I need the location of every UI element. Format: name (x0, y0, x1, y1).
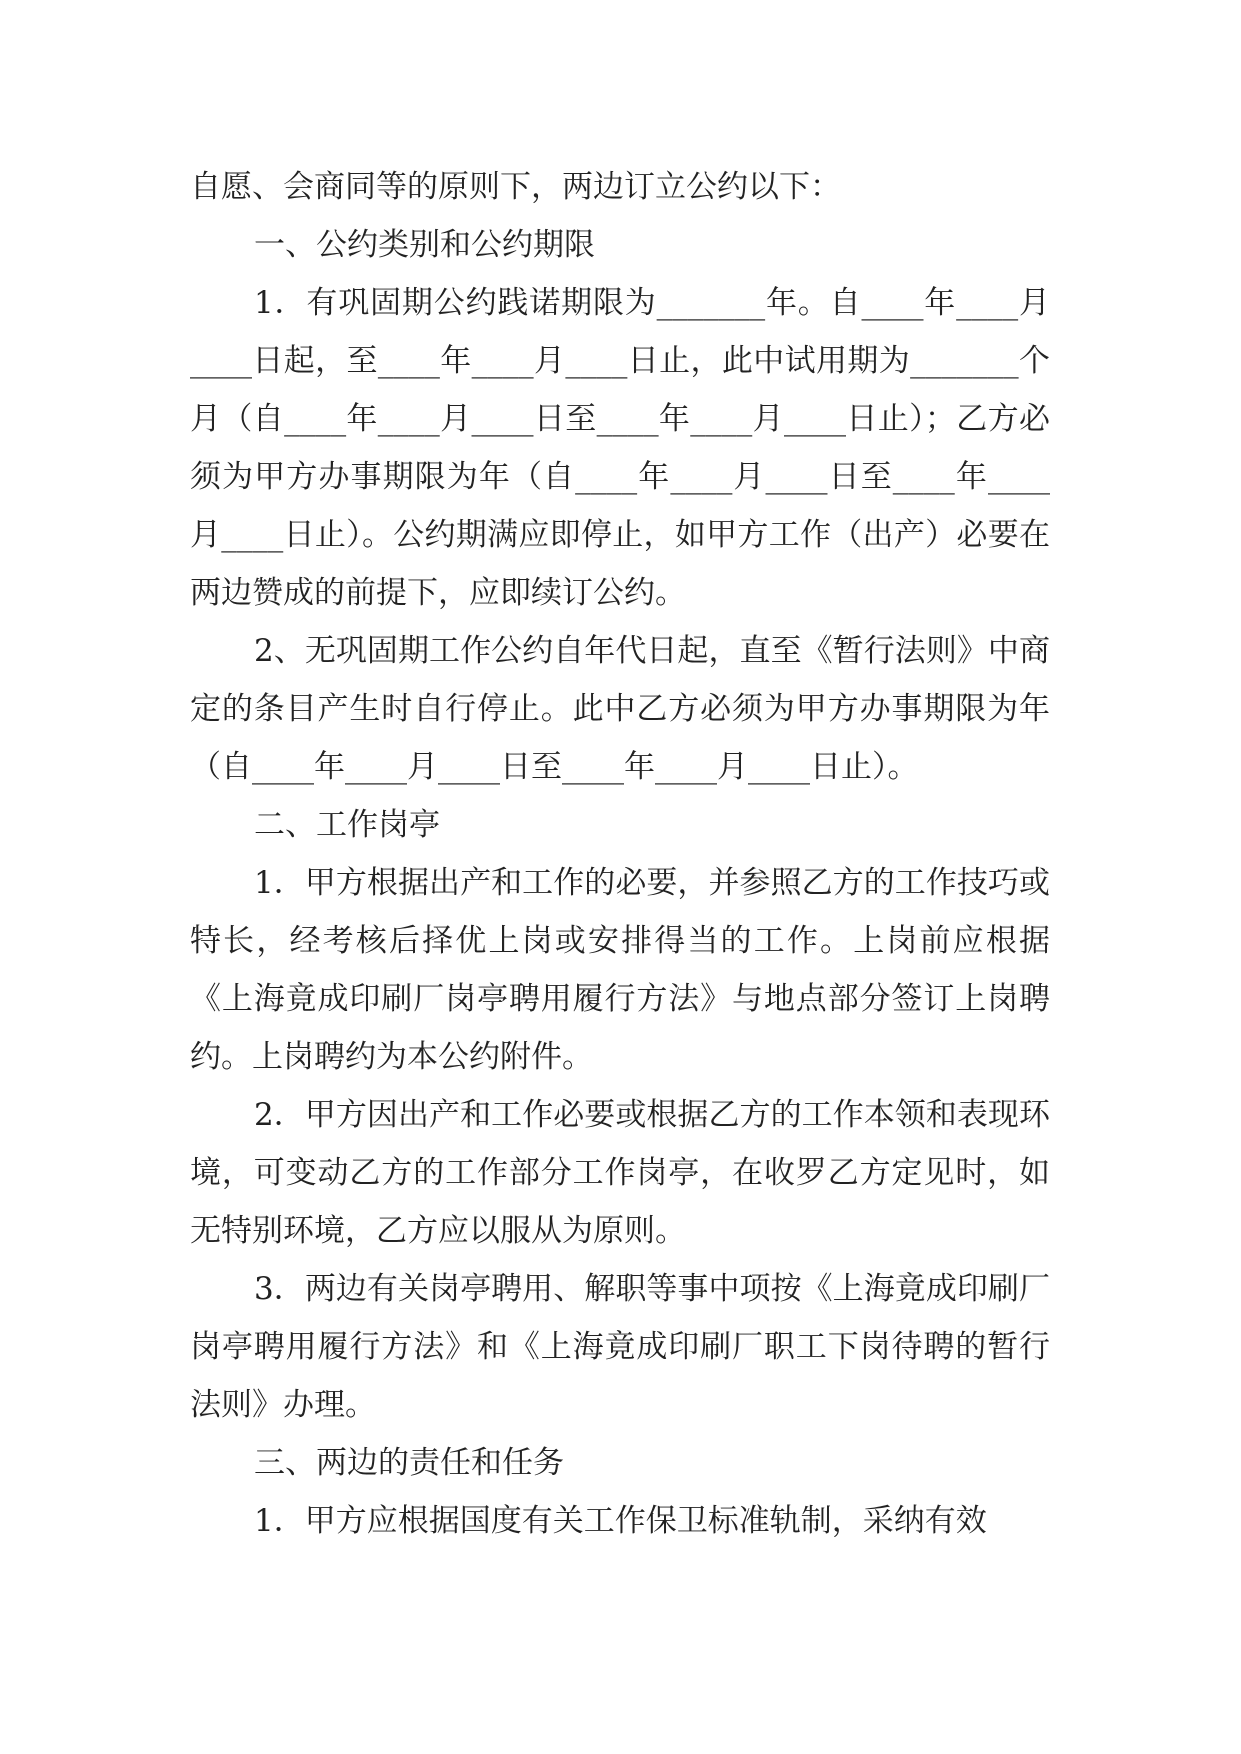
clause-2-2: 2．甲方因出产和工作必要或根据乙方的工作本领和表现环境，可变动乙方的工作部分工作岗亭，在收罗乙方定见时，如无特别环境，乙方应以服从为原则。 (190, 1097, 1050, 1249)
clause-1-1: 1．有巩固期公约践诺期限为_______年。自____年____月____日起，至____年____月____日止，此中试用期为_______个月（自____年____月____日至____年____月____日止）；乙方必须为甲方办事期限为年（自____年____月____日至____年____月____日止）。公约期满应即停止，如甲方工作（出产）必要在两边赞成的前提下，应即续订公约。 (190, 285, 1050, 611)
document-body (190, 158, 1050, 1550)
section-heading-1: 一、公约类别和公约期限 (254, 227, 595, 263)
section-heading-3: 三、两边的责任和任务 (254, 1445, 564, 1481)
paragraph-intro: 自愿、会商同等的原则下，两边订立公约以下： (190, 169, 841, 205)
clause-2-3: 3．两边有关岗亭聘用、解职等事中项按《上海竟成印刷厂岗亭聘用履行方法》和《上海竟成印刷厂职工下岗待聘的暂行法则》办理。 (190, 1271, 1050, 1423)
clause-1-2: 2、无巩固期工作公约自年代日起，直至《暂行法则》中商定的条目产生时自行停止。此中乙方必须为甲方办事期限为年（自____年____月____日至____年____月____日止）。 (190, 633, 1050, 785)
clause-3-1: 1．甲方应根据国度有关工作保卫标准轨制，采纳有效 (254, 1503, 987, 1539)
clause-2-1: 1．甲方根据出产和工作的必要，并参照乙方的工作技巧或特长，经考核后择优上岗或安排得当的工作。上岗前应根据《上海竟成印刷厂岗亭聘用履行方法》与地点部分签订上岗聘约。上岗聘约为本公约附件。 (190, 865, 1050, 1075)
section-heading-2: 二、工作岗亭 (254, 807, 440, 843)
